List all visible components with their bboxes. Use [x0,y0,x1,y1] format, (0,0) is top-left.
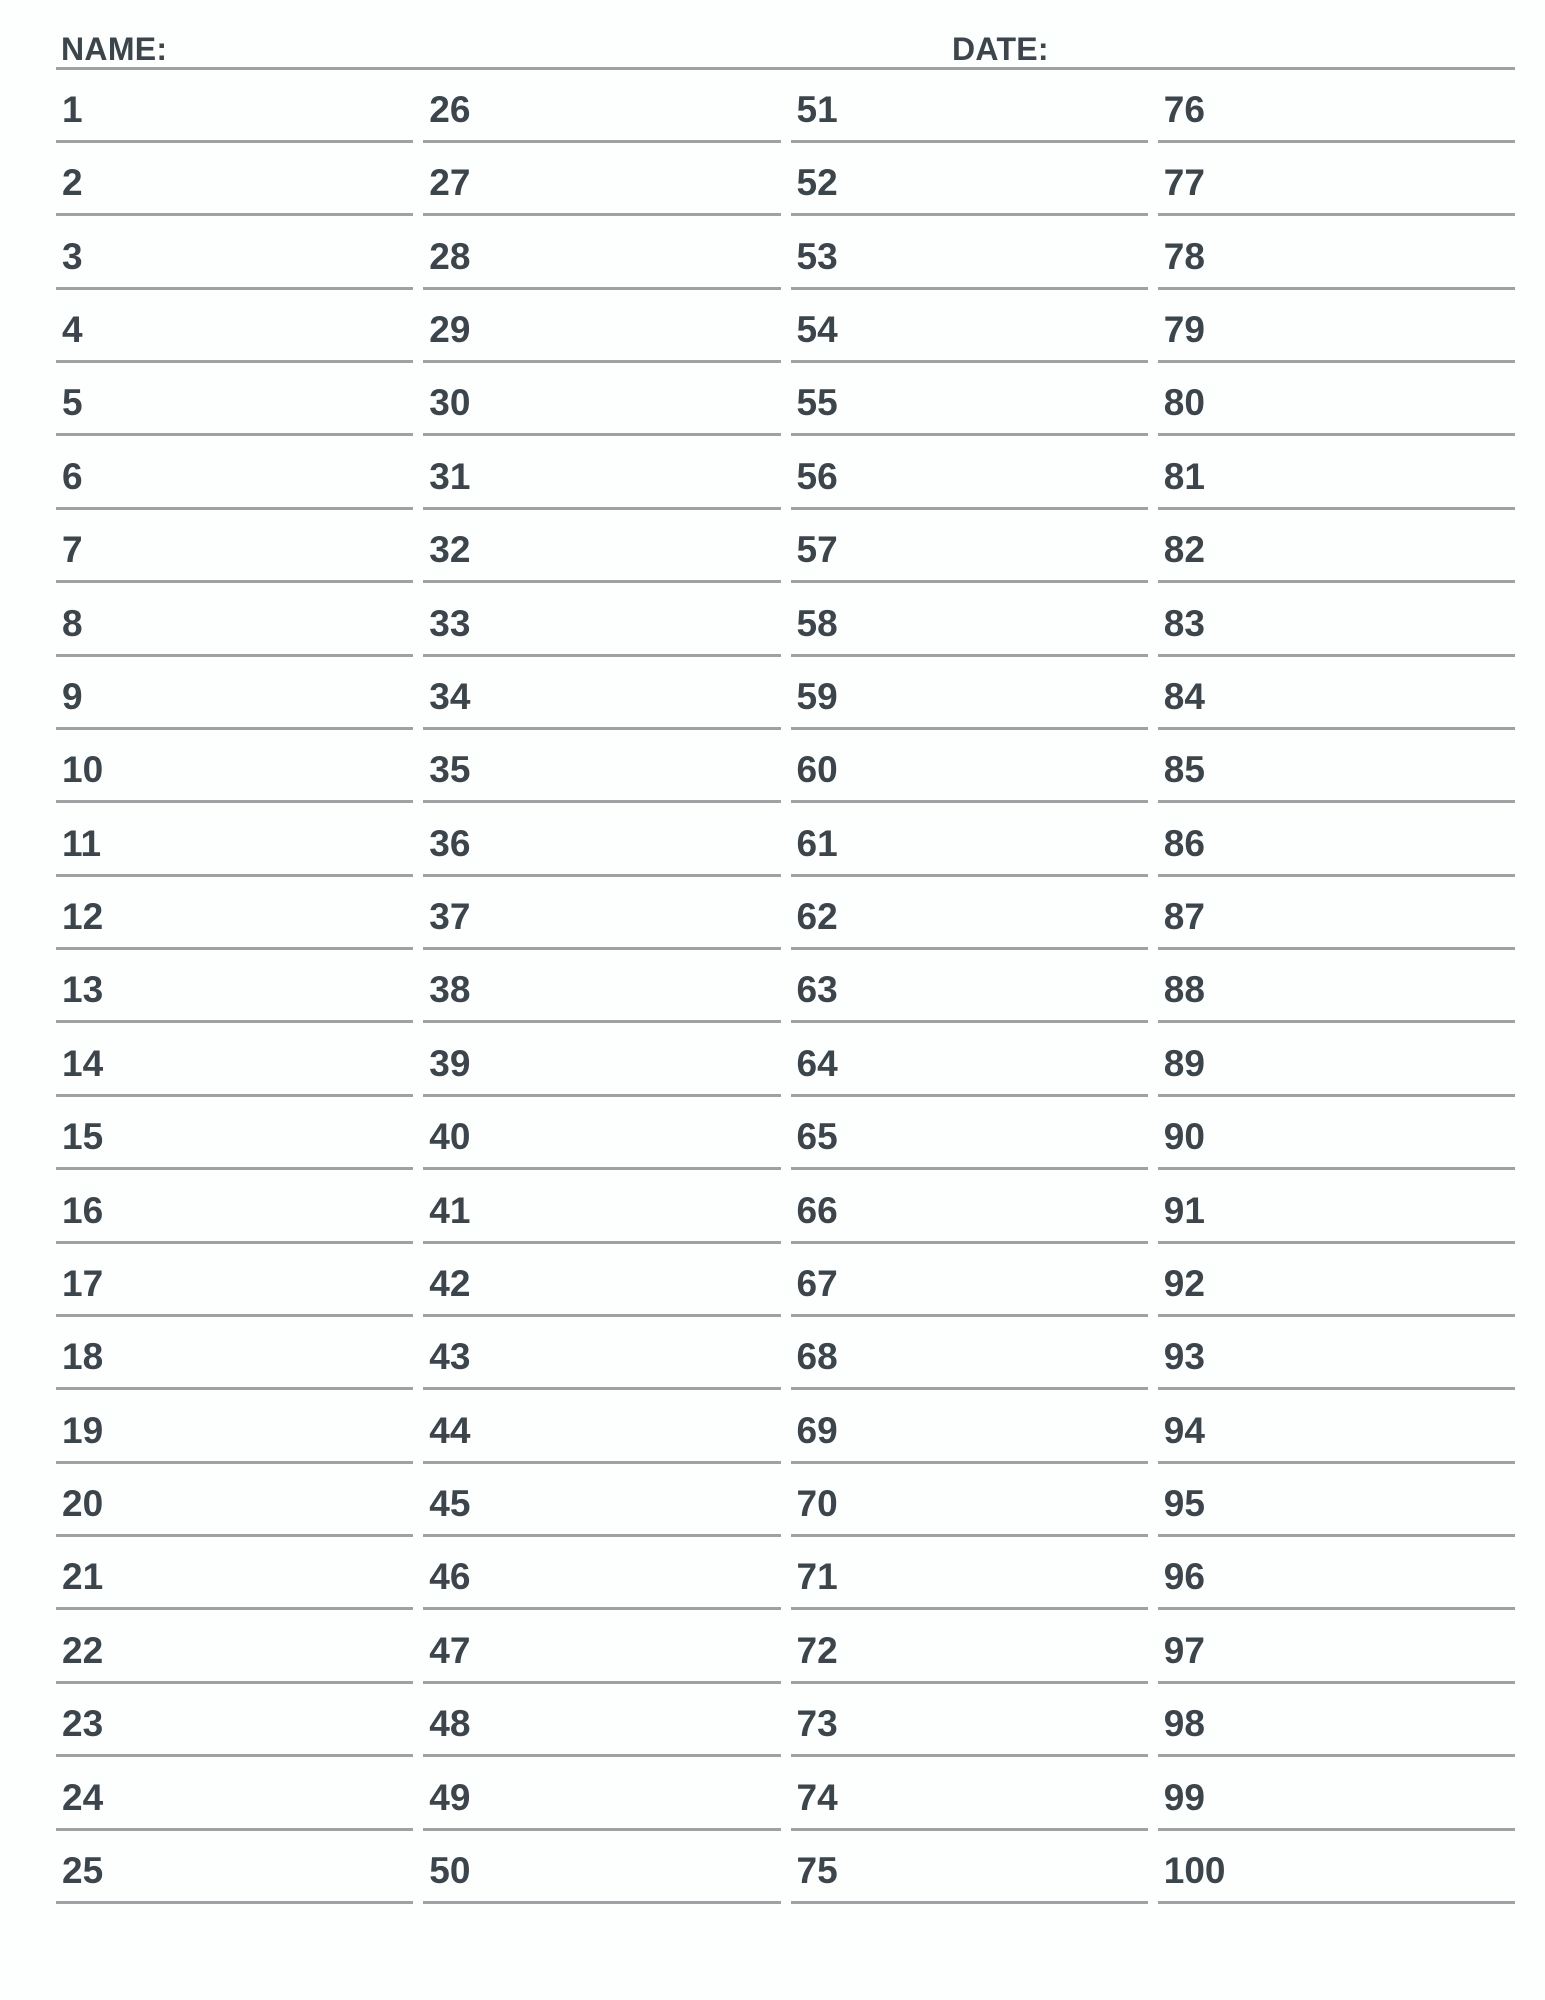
answer-line [1158,950,1515,1023]
line-number: 84 [1163,675,1205,717]
answer-line [1158,1610,1515,1683]
answer-line [791,730,1148,803]
line-number: 54 [796,309,838,350]
answer-line [56,1097,413,1170]
line-number: 48 [429,1703,471,1745]
answer-line [423,583,780,656]
answer-line [1158,216,1515,289]
answer-line [56,510,413,583]
line-number: 99 [1163,1776,1205,1818]
line-number: 76 [1163,88,1205,130]
line-number: 69 [796,1409,838,1451]
answer-line [56,143,413,216]
answer-line [791,583,1148,656]
answer-line [423,70,780,143]
line-number: 14 [62,1042,104,1084]
line-number: 72 [796,1629,838,1671]
answer-line [791,1244,1148,1317]
answer-line [1158,70,1515,143]
answer-line [791,1464,1148,1537]
line-number: 85 [1163,749,1205,791]
answer-line [1158,1757,1515,1830]
answer-line [791,1684,1148,1757]
answer-line [791,70,1148,143]
line-number: 93 [1163,1336,1205,1378]
answer-line [423,510,780,583]
answer-line [791,657,1148,730]
line-number: 52 [796,162,838,204]
line-number: 28 [429,235,471,277]
line-number: 38 [429,969,471,1011]
line-number: 11 [62,822,102,864]
answer-line [423,877,780,950]
line-number: 41 [429,1189,471,1231]
answer-line [423,730,780,803]
answer-line [423,143,780,216]
line-number: 1 [62,88,83,130]
answer-line [423,950,780,1023]
answer-line [1158,730,1515,803]
line-number: 24 [62,1776,104,1818]
answer-line [423,1390,780,1463]
line-number: 46 [429,1556,471,1598]
line-number: 17 [62,1262,104,1304]
answer-line [1158,143,1515,216]
answer-line [423,216,780,289]
answer-line [56,1244,413,1317]
line-number: 31 [429,455,471,497]
answer-line [791,363,1148,436]
worksheet-page [56,0,1515,1904]
answer-line [423,1317,780,1390]
answer-line [1158,363,1515,436]
line-number: 49 [429,1776,471,1818]
answer-line [1158,1831,1515,1904]
line-number: 40 [429,1116,471,1158]
line-number: 20 [62,1483,104,1524]
line-number: 10 [62,749,104,791]
answer-line [1158,657,1515,730]
line-number: 97 [1163,1629,1205,1671]
answer-line [56,363,413,436]
line-number: 81 [1163,455,1205,497]
answer-line [1158,1537,1515,1610]
line-number: 27 [429,162,471,204]
line-number: 79 [1163,309,1205,350]
answer-line [423,1244,780,1317]
line-number: 96 [1163,1556,1205,1598]
line-number: 43 [429,1336,471,1378]
line-number: 22 [62,1629,104,1671]
line-number: 7 [62,529,83,571]
line-number: 59 [796,675,838,717]
answer-line [791,877,1148,950]
line-number: 73 [796,1703,838,1745]
line-number: 5 [62,382,83,424]
answer-line [56,803,413,876]
answer-line [791,1831,1148,1904]
answer-line [791,1097,1148,1170]
line-number: 42 [429,1262,471,1304]
answer-line [56,1317,413,1390]
answer-line [56,436,413,509]
line-number: 86 [1163,822,1205,864]
line-number: 45 [429,1483,471,1524]
line-number: 58 [796,602,838,644]
line-number: 21 [62,1556,104,1598]
line-number: 61 [796,822,838,864]
line-number: 44 [429,1409,471,1451]
line-number: 87 [1163,896,1205,937]
answer-line [1158,290,1515,363]
line-number: 68 [796,1336,838,1378]
answer-line [1158,583,1515,656]
answer-line [791,1757,1148,1830]
line-number: 12 [62,896,104,937]
line-number: 63 [796,969,838,1011]
answer-line [1158,877,1515,950]
answer-line [1158,1170,1515,1243]
answer-line [56,1023,413,1096]
line-number: 15 [62,1116,104,1158]
line-number: 74 [796,1776,838,1818]
line-number: 71 [796,1556,838,1598]
answer-line [423,1170,780,1243]
answer-line [791,510,1148,583]
answer-line [791,1610,1148,1683]
line-number: 2 [62,162,83,204]
answer-line [56,1684,413,1757]
line-number: 34 [429,675,471,717]
line-number: 16 [62,1189,104,1231]
line-number: 29 [429,309,471,350]
line-number: 3 [62,235,83,277]
line-number: 26 [429,88,471,130]
answer-line [1158,1684,1515,1757]
line-number: 50 [429,1849,471,1891]
answer-line [423,1537,780,1610]
line-number: 88 [1163,969,1205,1011]
answer-line [56,657,413,730]
answer-line [791,436,1148,509]
line-number: 35 [429,749,471,791]
line-number: 25 [62,1849,104,1891]
line-number: 39 [429,1042,471,1084]
answer-line [423,1097,780,1170]
answer-line [423,290,780,363]
line-number: 8 [62,602,83,644]
header [56,0,1515,70]
answer-line [791,1023,1148,1096]
answer-line [56,877,413,950]
answer-line [56,950,413,1023]
line-number: 56 [796,455,838,497]
line-number: 37 [429,896,471,937]
line-number: 55 [796,382,838,424]
date-label: DATE: [952,30,1049,67]
answer-line [1158,1317,1515,1390]
answer-line [791,1537,1148,1610]
answer-line [423,1464,780,1537]
answer-line [791,950,1148,1023]
line-number: 23 [62,1703,104,1745]
answer-line [56,730,413,803]
answer-line [791,1317,1148,1390]
answer-line [791,216,1148,289]
line-number: 57 [796,529,838,571]
answer-line [791,143,1148,216]
answer-line [1158,1023,1515,1096]
answer-line [56,1390,413,1463]
answer-line [423,1757,780,1830]
answer-line [1158,803,1515,876]
line-number: 92 [1163,1262,1205,1304]
answer-line [791,803,1148,876]
answer-line [56,290,413,363]
line-number: 100 [1163,1849,1226,1891]
answer-line [791,1170,1148,1243]
answer-line [423,657,780,730]
answer-line [56,1831,413,1904]
answer-line [1158,1097,1515,1170]
line-number: 98 [1163,1703,1205,1745]
line-number: 64 [796,1042,838,1084]
answer-line [56,216,413,289]
line-number: 95 [1163,1483,1205,1524]
line-number: 65 [796,1116,838,1158]
line-number: 83 [1163,602,1205,644]
line-number: 80 [1163,382,1205,424]
line-number: 30 [429,382,471,424]
answer-grid [56,70,1515,1904]
answer-line [1158,1464,1515,1537]
line-number: 70 [796,1483,838,1524]
answer-line [1158,436,1515,509]
answer-line [56,1170,413,1243]
answer-line [1158,1390,1515,1463]
answer-line [423,1023,780,1096]
answer-line [423,1684,780,1757]
answer-line [56,583,413,656]
line-number: 6 [62,455,83,497]
answer-line [1158,1244,1515,1317]
name-label: NAME: [61,30,168,67]
answer-line [423,1831,780,1904]
line-number: 77 [1163,162,1205,204]
answer-line [56,1610,413,1683]
line-number: 60 [796,749,838,791]
answer-line [1158,510,1515,583]
line-number: 94 [1163,1409,1205,1451]
line-number: 82 [1163,529,1205,571]
line-number: 90 [1163,1116,1205,1158]
line-number: 19 [62,1409,104,1451]
line-number: 51 [796,88,838,130]
answer-line [791,1390,1148,1463]
line-number: 62 [796,896,838,937]
line-number: 32 [429,529,471,571]
line-number: 53 [796,235,838,277]
answer-line [791,290,1148,363]
line-number: 75 [796,1849,838,1891]
line-number: 4 [62,309,83,350]
line-number: 33 [429,602,471,644]
answer-line [56,1464,413,1537]
line-number: 91 [1163,1189,1205,1231]
answer-line [56,70,413,143]
line-number: 78 [1163,235,1205,277]
answer-line [56,1537,413,1610]
line-number: 18 [62,1336,104,1378]
line-number: 36 [429,822,471,864]
answer-line [56,1757,413,1830]
line-number: 89 [1163,1042,1205,1084]
line-number: 47 [429,1629,471,1671]
line-number: 66 [796,1189,838,1231]
answer-line [423,436,780,509]
answer-line [423,803,780,876]
line-number: 9 [62,675,83,717]
line-number: 67 [796,1262,838,1304]
answer-line [423,1610,780,1683]
answer-line [423,363,780,436]
line-number: 13 [62,969,104,1011]
